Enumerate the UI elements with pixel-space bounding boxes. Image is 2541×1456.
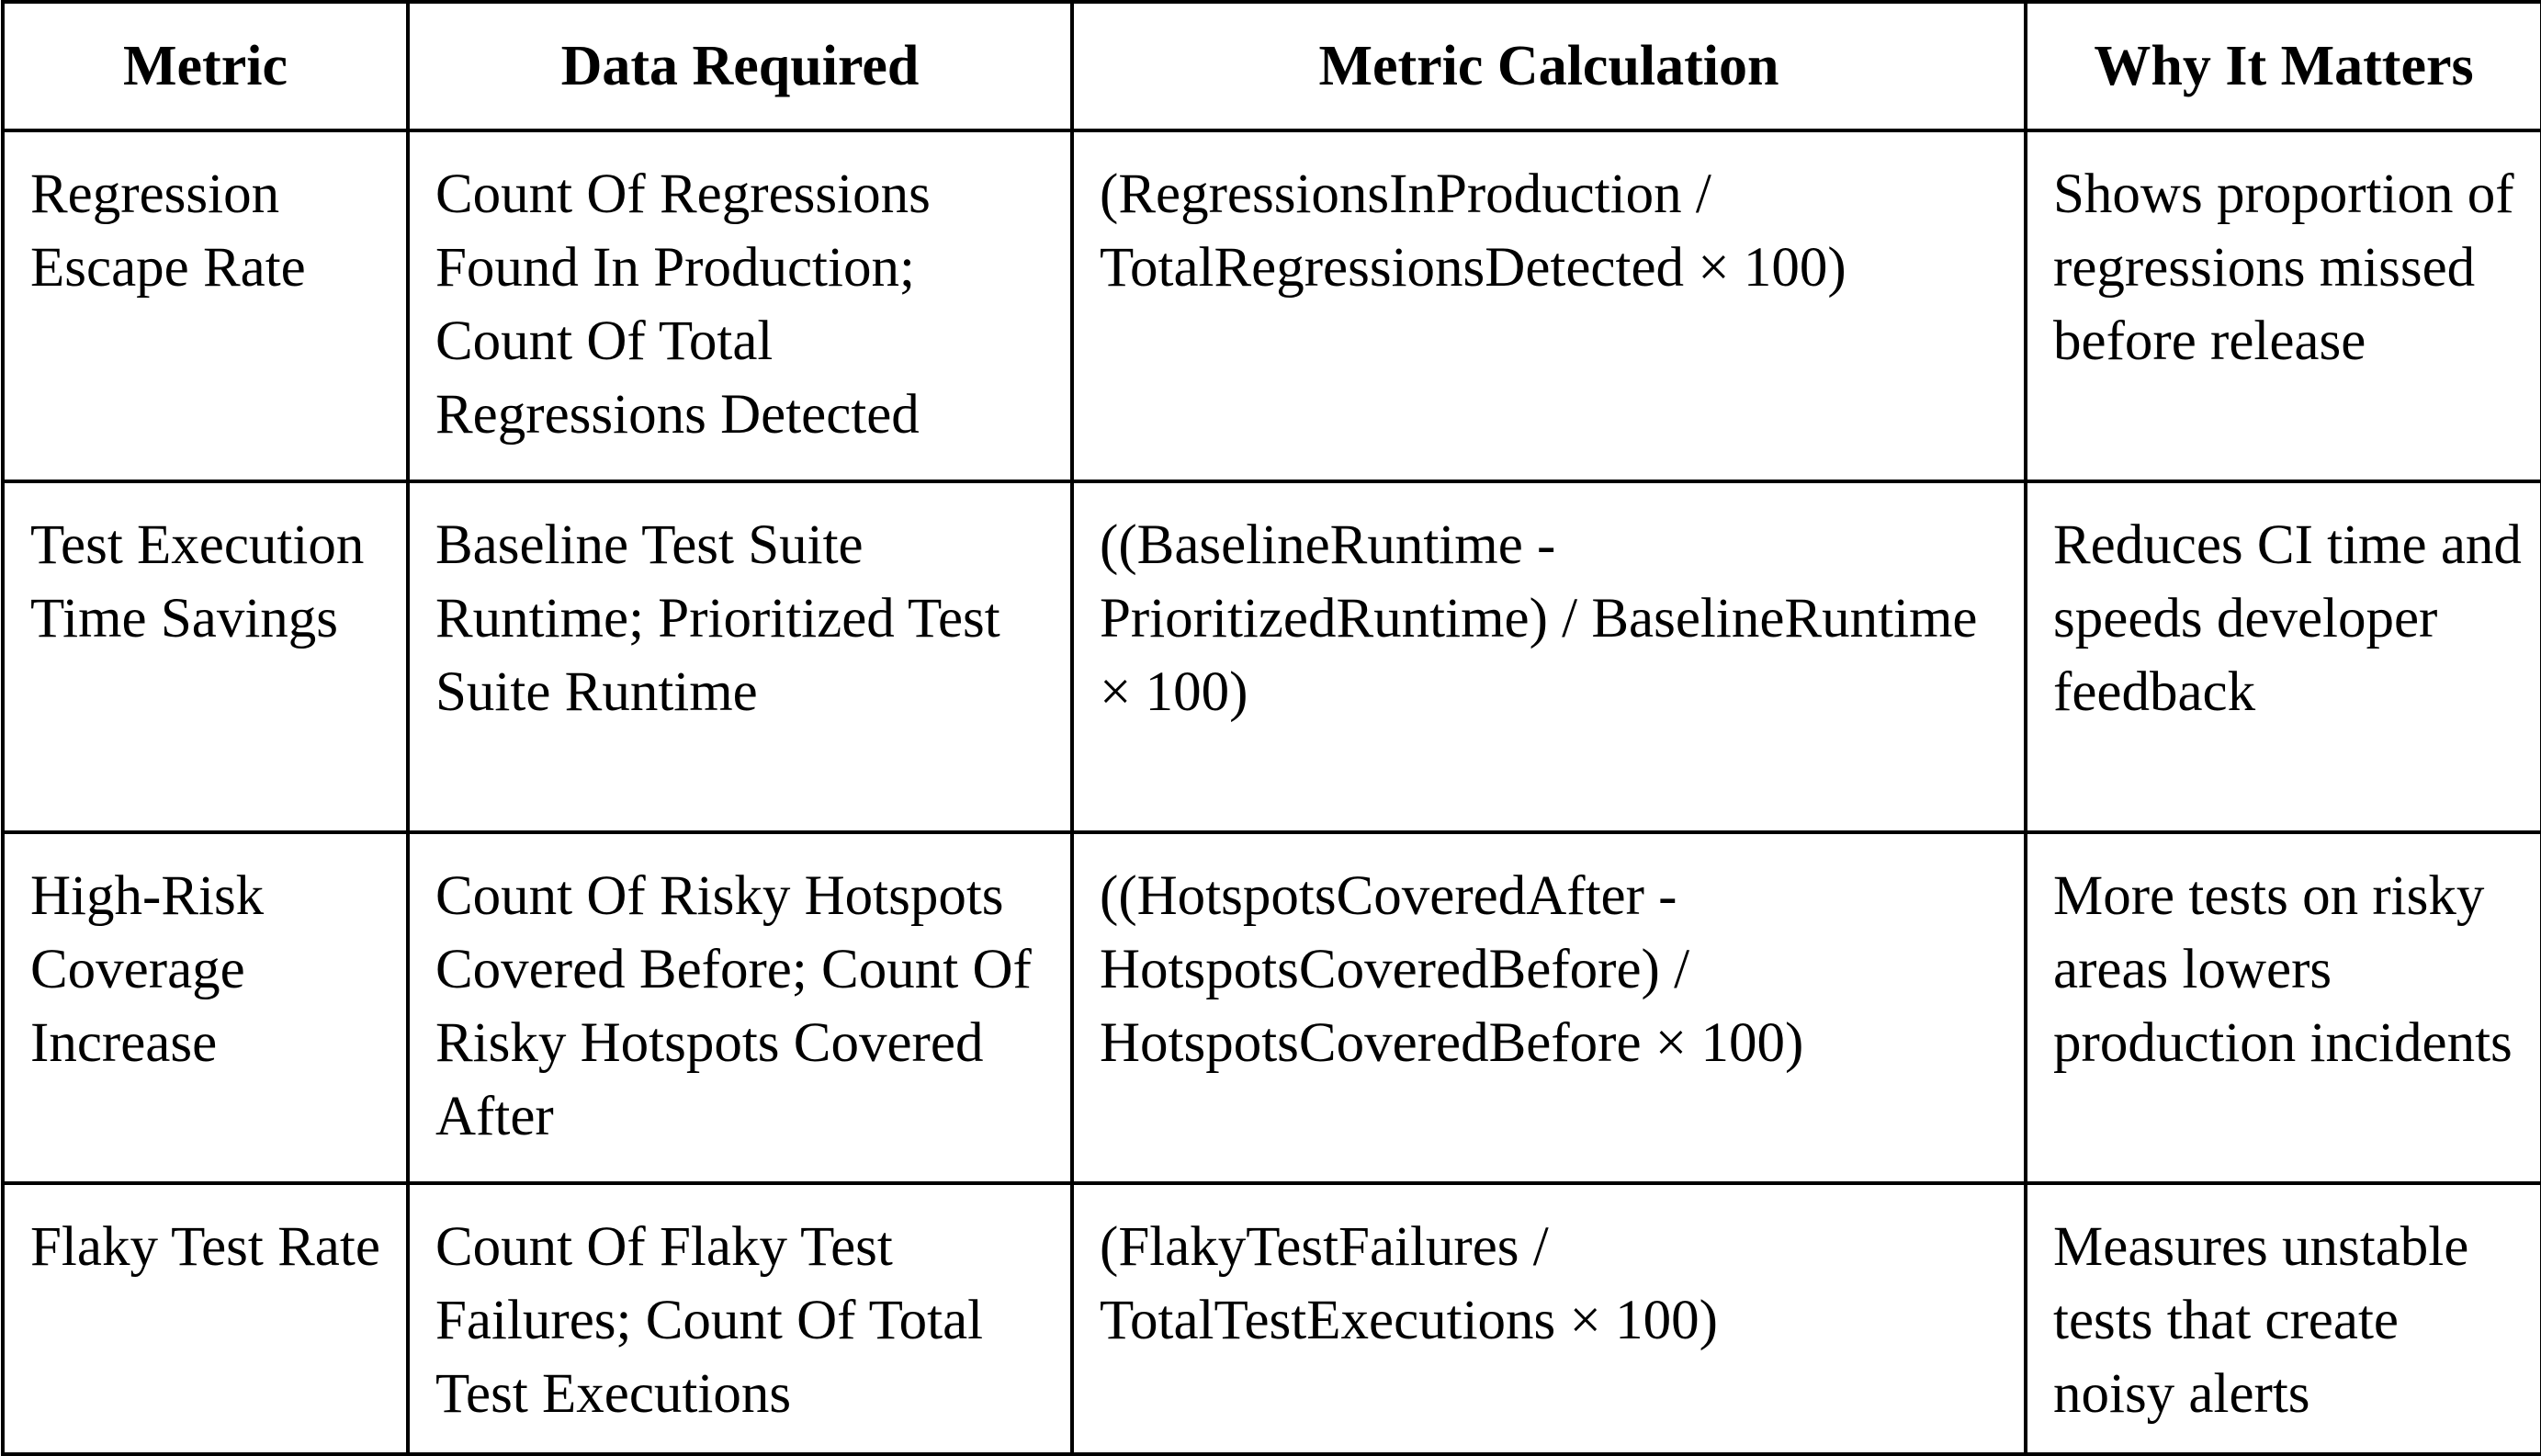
table-row [3, 130, 2541, 481]
header-row [3, 2, 2541, 130]
cell-why: Measures unstable tests that create noisy alerts [2026, 1183, 2541, 1454]
cell-calculation: ((BaselineRuntime - PrioritizedRuntime) / BaselineRuntime × 100) [1072, 481, 2026, 832]
cell-calculation: ((HotspotsCoveredAfter - HotspotsCoveredBefore) / HotspotsCoveredBefore × 100) [1072, 832, 2026, 1183]
cell-why: Reduces CI time and speeds developer feedback [2026, 481, 2541, 832]
cell-data-required: Count Of Risky Hotspots Covered Before; Count Of Risky Hotspots Covered After [408, 832, 1072, 1183]
cell-metric: Flaky Test Rate [3, 1183, 408, 1454]
cell-data-required: Count Of Regressions Found In Production; Count Of Total Regressions Detected [408, 130, 1072, 481]
cell-metric: High-Risk Coverage Increase [3, 832, 408, 1183]
cell-metric: Regression Escape Rate [3, 130, 408, 481]
cell-why: More tests on risky areas lowers production incidents [2026, 832, 2541, 1183]
cell-data-required: Count Of Flaky Test Failures; Count Of Total Test Executions [408, 1183, 1072, 1454]
cell-metric: Test Execution Time Savings [3, 481, 408, 832]
metrics-table [1, 0, 2541, 1456]
table-row [3, 832, 2541, 1183]
table-row [3, 1183, 2541, 1454]
cell-why: Shows proportion of regressions missed before release [2026, 130, 2541, 481]
header-metric-calculation: Metric Calculation [1072, 2, 2026, 130]
header-metric: Metric [3, 2, 408, 130]
header-data-required: Data Required [408, 2, 1072, 130]
cell-data-required: Baseline Test Suite Runtime; Prioritized Test Suite Runtime [408, 481, 1072, 832]
cell-calculation: (FlakyTestFailures / TotalTestExecutions × 100) [1072, 1183, 2026, 1454]
header-why-it-matters: Why It Matters [2026, 2, 2541, 130]
cell-calculation: (RegressionsInProduction / TotalRegressionsDetected × 100) [1072, 130, 2026, 481]
table-row [3, 481, 2541, 832]
